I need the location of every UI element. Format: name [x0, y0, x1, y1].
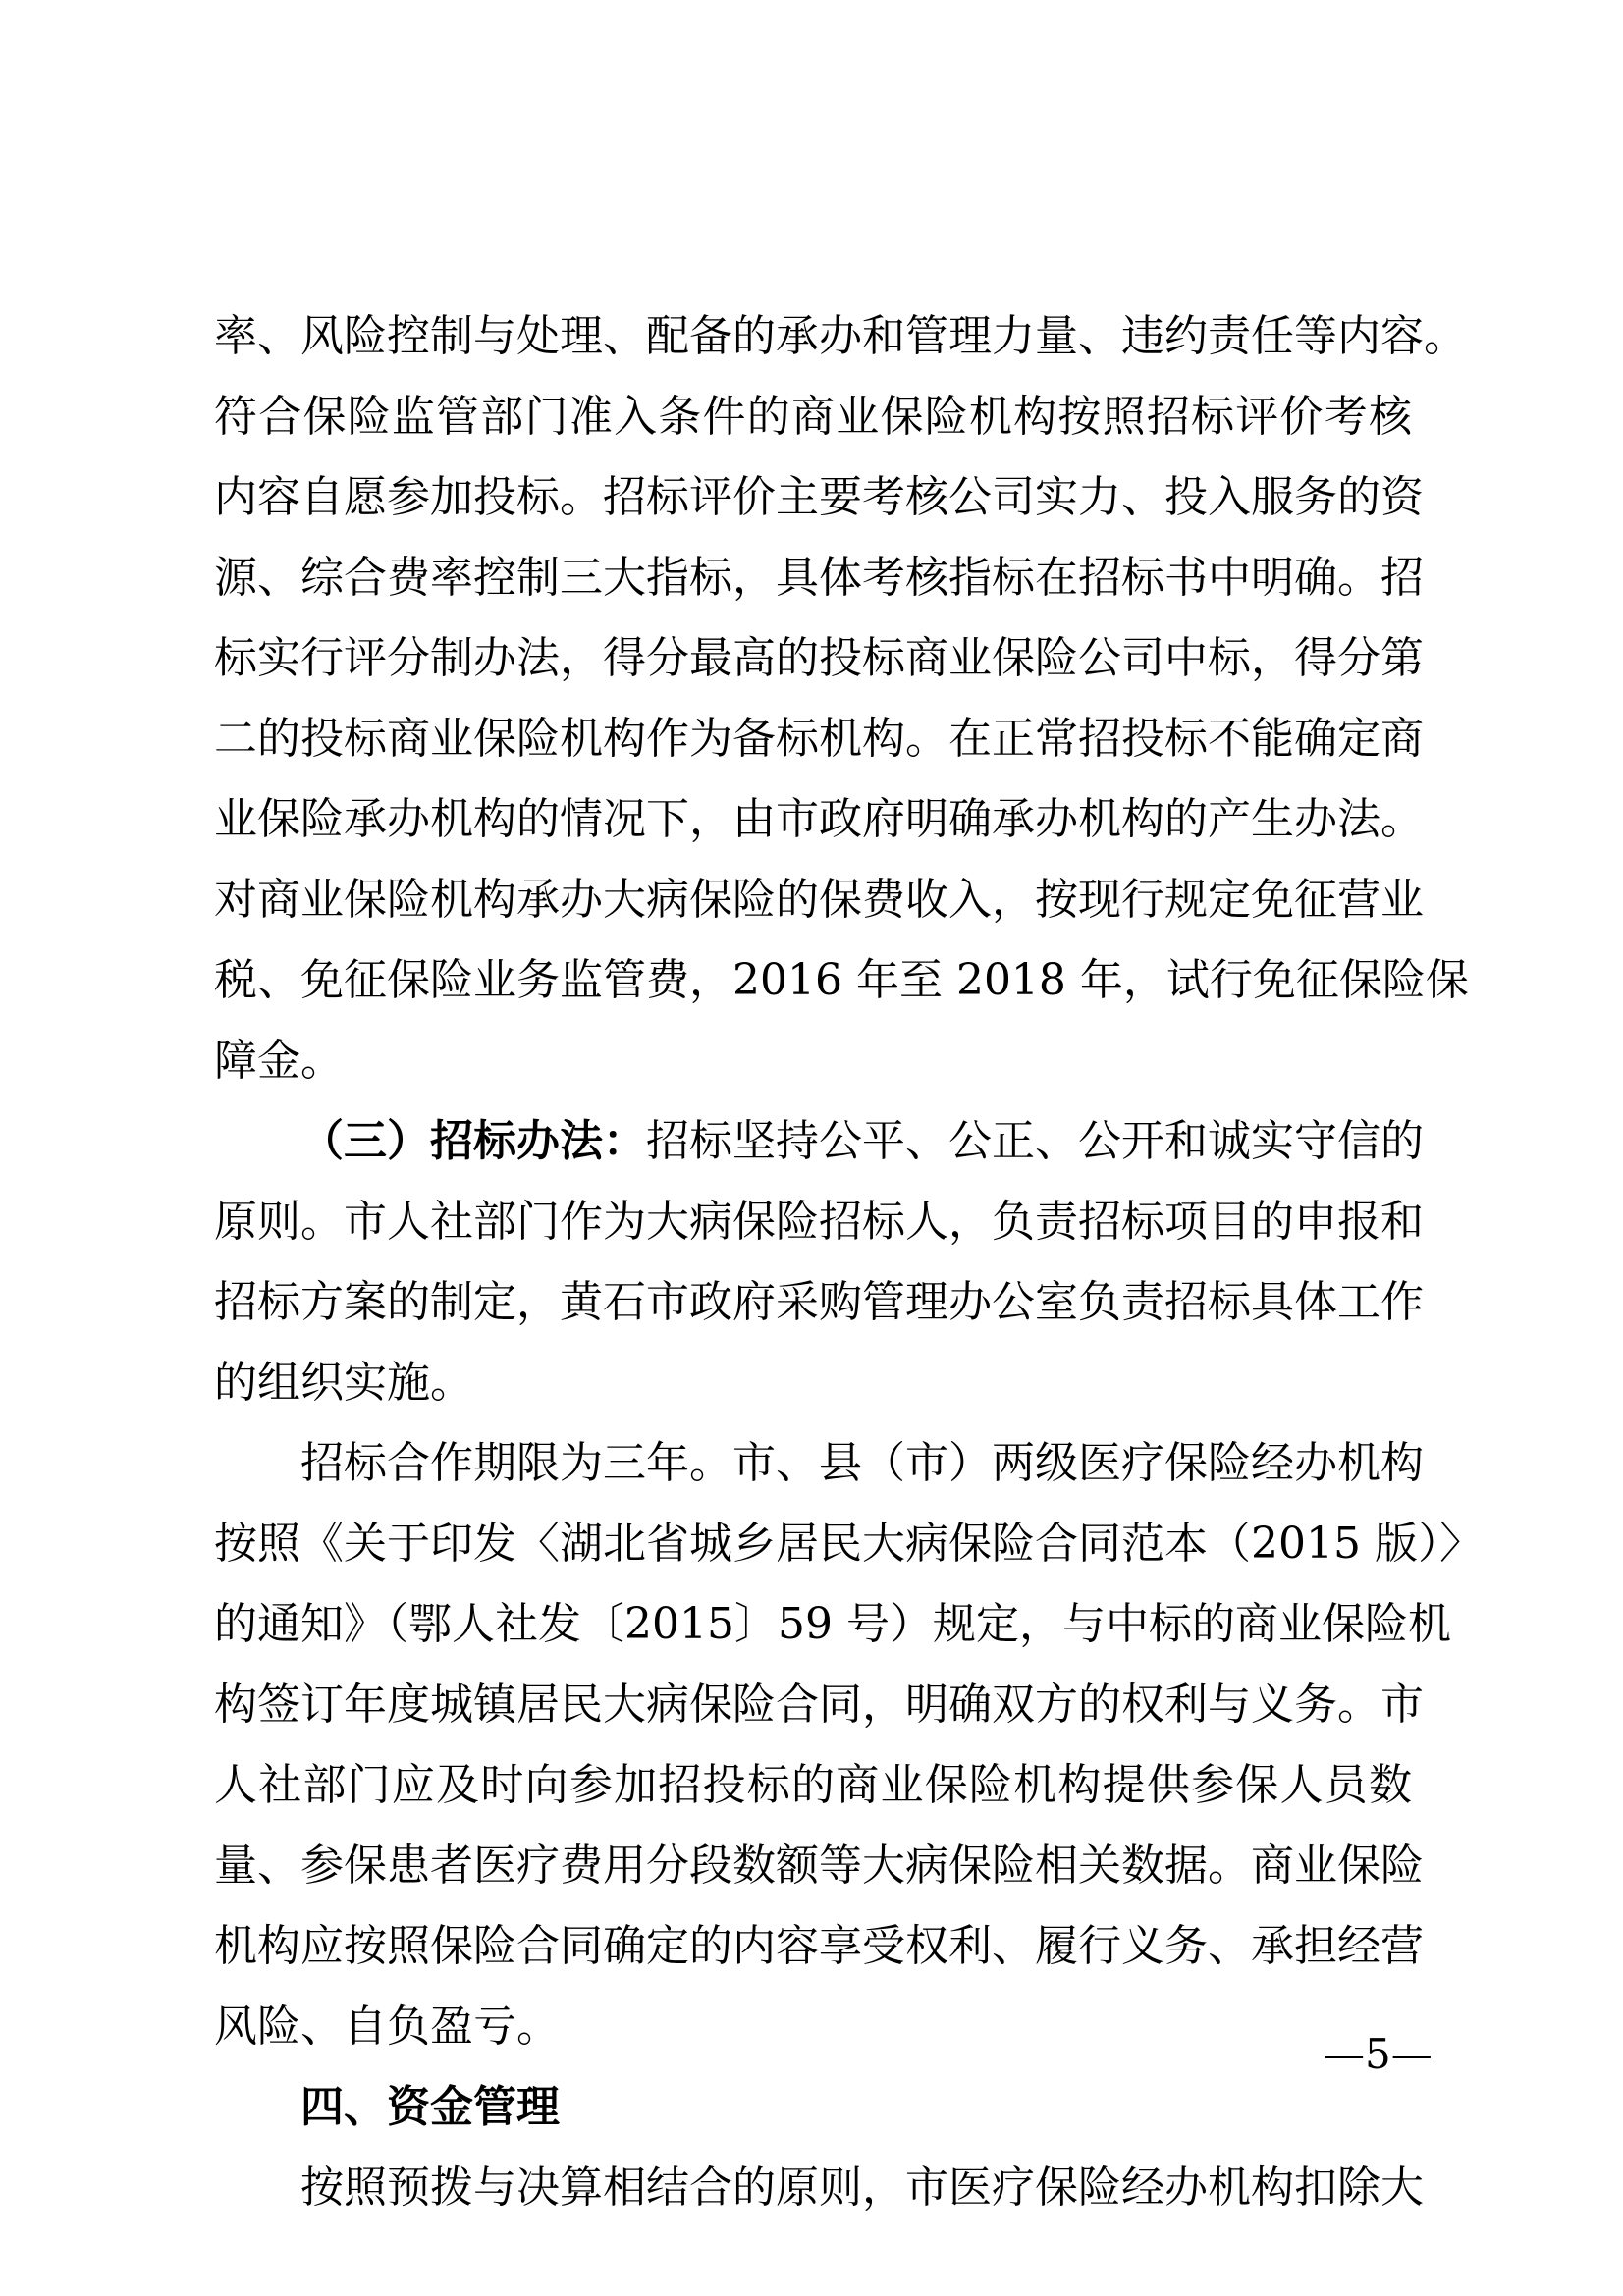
text-line: 对商业保险机构承办大病保险的保费收入，按现行规定免征营业 — [214, 875, 1424, 925]
text-line: 按照《关于印发〈湖北省城乡居民大病保险合同范本（2015 版）〉 — [214, 1519, 1483, 1569]
text-line: 人社部门应及时向参加招投标的商业保险机构提供参保人员数 — [214, 1760, 1412, 1810]
text-line: 障金。 — [214, 1036, 344, 1086]
text-line: 源、综合费率控制三大指标，具体考核指标在招标书中明确。招 — [214, 553, 1424, 603]
paragraph-first-line: 招标合作期限为三年。市、县（市）两级医疗保险经办机构 — [300, 1438, 1424, 1488]
text-line: 率、风险控制与处理、配备的承办和管理力量、违约责任等内容。 — [214, 311, 1467, 361]
text-line: 风险、自负盈亏。 — [214, 2002, 560, 2052]
text-line: 的组织实施。 — [214, 1358, 473, 1408]
subsection-label: （三）招标办法： — [300, 1116, 646, 1166]
page-number: —5— — [1324, 2030, 1433, 2078]
text-line: 业保险承办机构的情况下，由市政府明确承办机构的产生办法。 — [214, 794, 1424, 844]
text-line: 量、参保患者医疗费用分段数额等大病保险相关数据。商业保险 — [214, 1841, 1424, 1891]
paragraph-first-line: 按照预拨与决算相结合的原则，市医疗保险经办机构扣除大 — [300, 2163, 1424, 2213]
section-heading: 四、资金管理 — [300, 2082, 560, 2132]
text-line: 原则。市人社部门作为大病保险招标人，负责招标项目的申报和 — [214, 1197, 1424, 1247]
text-line: 二的投标商业保险机构作为备标机构。在正常招投标不能确定商 — [214, 714, 1424, 764]
text-line: 税、免征保险业务监管费，2016 年至 2018 年，试行免征保险保 — [214, 955, 1469, 1005]
text-line: 构签订年度城镇居民大病保险合同，明确双方的权利与义务。市 — [214, 1680, 1424, 1730]
text-span: 招标坚持公平、公正、公开和诚实守信的 — [646, 1116, 1424, 1166]
text-line: 的通知》（鄂人社发〔2015〕59 号）规定，与中标的商业保险机 — [214, 1599, 1451, 1649]
text-line: 招标方案的制定，黄石市政府采购管理办公室负责招标具体工作 — [214, 1277, 1424, 1327]
text-line: 机构应按照保险合同确定的内容享受权利、履行义务、承担经营 — [214, 1921, 1424, 1971]
paragraph-first-line — [214, 1101, 1424, 1182]
text-line: 符合保险监管部门准入条件的商业保险机构按照招标评价考核 — [214, 392, 1412, 442]
text-line: 内容自愿参加投标。招标评价主要考核公司实力、投入服务的资 — [214, 472, 1424, 522]
document-body — [214, 296, 1483, 2228]
text-line: 标实行评分制办法，得分最高的投标商业保险公司中标，得分第 — [214, 633, 1424, 683]
